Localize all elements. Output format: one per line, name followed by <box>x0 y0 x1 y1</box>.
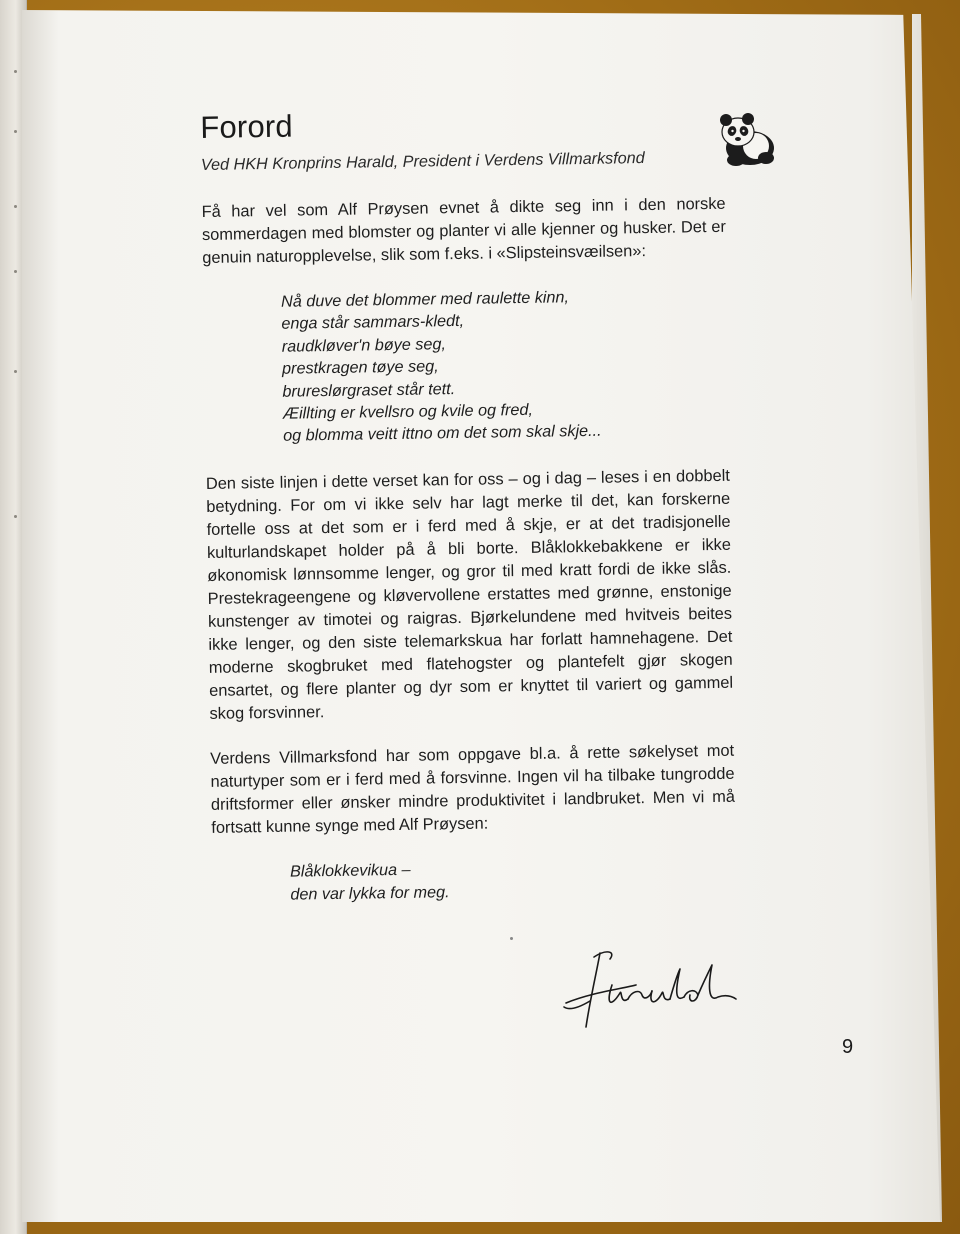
verse-line: og blomma veitt ittno om det som skal skje... <box>283 422 602 446</box>
verse-line: Æillting er kvellsro og kvile og fred, <box>282 400 534 423</box>
paragraph-1: Få har vel som Alf Prøysen evnet å dikte seg inn i den norske sommerdagen med blomster og planter vi alle kjenner og husker. Det er genuin naturopplevelse, slik som f.eks. i «Slipsteinsvæilsen»: <box>201 194 727 267</box>
verse-line: Nå duve det blommer med raulette kinn, <box>280 288 570 311</box>
verse-line: brureslørgraset står tett. <box>282 379 456 401</box>
paragraph-3: Verdens Villmarksfond har som oppgave bl.a. å rette søkelyset mot naturtyper som er i ferd med å forsvinne. Ingen vil ha tilbake tungrodde driftsformer eller ønsker mindre produktivitet i landbruket. Men vi må fortsatt kunne synge med Alf Prøysen: <box>210 741 736 837</box>
page-title: Forord <box>200 108 294 145</box>
verse-line: enga står sammars-kledt, <box>281 312 465 334</box>
binding-mark <box>14 370 17 373</box>
binding-mark <box>14 515 17 518</box>
signature <box>560 945 740 1035</box>
binding-mark <box>14 70 17 73</box>
binding-mark <box>14 205 17 208</box>
paragraph-2: Den siste linjen i dette verset kan for oss – og i dag – leses i en dobbelt betydning. For om vi ikke selv har lagt merke til det, kan forskerne fortelle oss at det som er i ferd med å skje, er at det tradisjonelle kulturlandskapet holder på å bli borte. Blåklokkebakkene er ikke økonomisk lønnsomme lenger, og gror til med kratt fordi de ikke slås. Prestekrageengene og kløvervollene erstattes med grønne, enstonige kunstenger av timotei og raigras. Bjørkelundene med hvitveis beites ikke lenger, og den siste telemarkskua har forlatt hamnehagene. Det moderne skogbruket med flatehogster og plantefelt gjør skogen ensartet, og flere planter og dyr som er knyttet til variert og gammel skog forsvinner. <box>205 466 734 723</box>
page-subtitle: Ved HKH Kronprins Harald, President i Verdens Villmarksfond <box>200 149 645 174</box>
page-number: 9 <box>842 1036 854 1058</box>
verse-line: prestkragen tøye seg, <box>281 357 439 378</box>
page-content <box>200 100 736 908</box>
binding-mark <box>14 270 17 273</box>
binding-mark <box>14 130 17 133</box>
page-speck <box>510 937 513 940</box>
verse <box>281 284 729 448</box>
verse-line: Blåklokkevikua – <box>289 860 411 881</box>
panda-icon <box>716 110 778 168</box>
end-verse <box>290 854 737 907</box>
verse-line: den var lykka for meg. <box>290 883 450 904</box>
verse-line: raudkløver'n bøye seg, <box>281 334 447 356</box>
